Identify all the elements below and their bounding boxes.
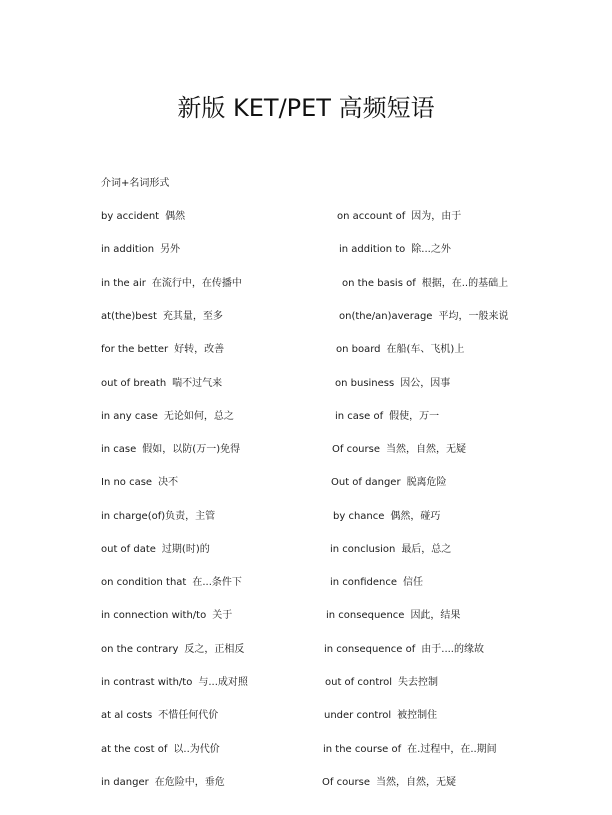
phrase-right-column <box>342 275 508 293</box>
phrase-chinese-meaning: 脱离危险 <box>406 477 447 488</box>
phrase-english: Out of danger <box>331 477 401 488</box>
phrase-english: in conclusion <box>330 544 396 555</box>
phrase-row <box>0 774 612 792</box>
phrase-chinese-meaning: 不惜任何代价 <box>158 710 219 721</box>
phrase-english: on business <box>335 378 395 389</box>
phrase-chinese-meaning: 被控制住 <box>397 710 438 721</box>
phrase-left-column <box>101 341 224 359</box>
phrase-english: at al costs <box>101 710 153 721</box>
phrase-chinese-meaning: 与...成对照 <box>198 677 248 688</box>
phrase-english: on(the/an)average <box>339 311 433 322</box>
phrase-right-column <box>325 674 438 692</box>
phrase-right-column <box>331 474 447 492</box>
phrase-chinese-meaning: 因公，因事 <box>400 378 451 389</box>
phrase-chinese-meaning: 偶然 <box>165 211 186 222</box>
phrase-chinese-meaning: 最后，总之 <box>401 544 452 555</box>
phrase-left-column <box>101 408 234 426</box>
phrase-english: out of breath <box>101 378 167 389</box>
phrase-right-column <box>337 208 461 226</box>
phrase-english: in case of <box>335 411 384 422</box>
phrase-english: by accident <box>101 211 160 222</box>
phrase-right-column <box>335 375 450 393</box>
phrase-english: Of course <box>332 444 380 455</box>
phrase-row <box>0 574 612 592</box>
phrase-english: out of date <box>101 544 156 555</box>
phrase-chinese-meaning: 当然，自然，无疑 <box>376 777 456 788</box>
phrase-english: in confidence <box>330 577 398 588</box>
phrase-chinese-meaning: 信任 <box>403 577 424 588</box>
phrase-row <box>0 275 612 293</box>
phrase-right-column <box>330 541 451 559</box>
phrase-english: in consequence of <box>324 644 416 655</box>
phrase-left-column <box>101 541 210 559</box>
phrase-chinese-meaning: 另外 <box>160 244 181 255</box>
phrase-left-column <box>101 275 242 293</box>
phrase-row <box>0 375 612 393</box>
phrase-left-column <box>101 707 218 725</box>
phrase-right-column <box>335 408 439 426</box>
phrase-english: in addition to <box>339 244 406 255</box>
phrase-english: In no case <box>101 477 153 488</box>
phrase-chinese-meaning: 过期(时)的 <box>161 544 210 555</box>
phrase-chinese-meaning: 在.过程中，在..期间 <box>407 744 497 755</box>
phrase-chinese-meaning: 充其量，至多 <box>162 311 223 322</box>
phrase-english: at(the)best <box>101 311 157 322</box>
phrase-chinese-meaning: 在流行中，在传播中 <box>151 278 242 289</box>
phrase-english: in consequence <box>326 610 405 621</box>
phrase-right-column <box>322 774 456 792</box>
phrase-chinese-meaning: 反之，正相反 <box>184 644 245 655</box>
phrase-english: under control <box>324 710 392 721</box>
phrase-row <box>0 641 612 659</box>
phrase-english: in contrast with/to <box>101 677 193 688</box>
phrase-row <box>0 508 612 526</box>
phrase-row <box>0 607 612 625</box>
phrase-chinese-meaning: 在...条件下 <box>192 577 242 588</box>
phrase-chinese-meaning: 在危险中，垂危 <box>154 777 225 788</box>
phrase-english: in danger <box>101 777 149 788</box>
phrase-right-column <box>339 308 508 326</box>
phrase-chinese-meaning: 由于....的缘故 <box>421 644 484 655</box>
phrase-english: in charge(of)负责，主管 <box>101 511 216 522</box>
phrase-chinese-meaning: 假如，以防(万一)免得 <box>142 444 241 455</box>
phrase-chinese-meaning: 偶然，碰巧 <box>390 511 441 522</box>
phrase-left-column <box>101 607 232 625</box>
phrase-left-column <box>101 241 180 259</box>
phrase-chinese-meaning: 平均，一般来说 <box>438 311 509 322</box>
phrase-row <box>0 474 612 492</box>
phrase-right-column <box>333 508 440 526</box>
phrase-english: out of control <box>325 677 393 688</box>
phrase-english: in any case <box>101 411 158 422</box>
phrase-right-column <box>326 607 460 625</box>
phrase-chinese-meaning: 失去控制 <box>398 677 439 688</box>
phrase-english: in the air <box>101 278 146 289</box>
phrase-chinese-meaning: 无论如何，总之 <box>163 411 234 422</box>
phrase-row <box>0 674 612 692</box>
phrase-english: by chance <box>333 511 385 522</box>
phrase-right-column <box>324 641 484 659</box>
phrase-chinese-meaning: 假使，万一 <box>389 411 440 422</box>
phrase-right-column <box>323 741 497 759</box>
phrase-english: on board <box>336 344 381 355</box>
phrase-row <box>0 341 612 359</box>
phrase-english: for the better <box>101 344 169 355</box>
phrase-english: in connection with/to <box>101 610 207 621</box>
phrase-english: Of course <box>322 777 370 788</box>
phrase-row <box>0 707 612 725</box>
page-title: 新版 KET/PET 高频短语 <box>177 94 435 122</box>
phrase-row <box>0 208 612 226</box>
phrase-left-column <box>101 308 223 326</box>
phrase-english: in the course of <box>323 744 402 755</box>
phrase-row <box>0 441 612 459</box>
phrase-chinese-meaning: 以..为代价 <box>173 744 220 755</box>
section-heading: 介词+名词形式 <box>101 178 170 189</box>
phrase-left-column <box>101 674 248 692</box>
phrase-row <box>0 308 612 326</box>
phrase-english: on the basis of <box>342 278 416 289</box>
phrase-right-column <box>336 341 464 359</box>
phrase-english: on condition that <box>101 577 187 588</box>
phrase-left-column <box>101 574 242 592</box>
phrase-left-column <box>101 774 225 792</box>
phrase-english: at the cost of <box>101 744 168 755</box>
phrase-english: on the contrary <box>101 644 179 655</box>
phrase-chinese-meaning: 除...之外 <box>411 244 451 255</box>
phrase-right-column <box>339 241 451 259</box>
phrase-chinese-meaning: 当然，自然，无疑 <box>386 444 466 455</box>
phrase-row <box>0 741 612 759</box>
phrase-chinese-meaning: 因为，由于 <box>411 211 462 222</box>
phrase-left-column <box>101 375 222 393</box>
phrase-row <box>0 241 612 259</box>
phrase-english: on account of <box>337 211 406 222</box>
phrase-left-column <box>101 641 244 659</box>
phrase-chinese-meaning: 因此，结果 <box>410 610 461 621</box>
phrase-chinese-meaning: 在船(车、飞机)上 <box>386 344 465 355</box>
phrase-chinese-meaning: 决不 <box>158 477 179 488</box>
phrase-right-column <box>332 441 466 459</box>
phrase-chinese-meaning: 根据，在..的基础上 <box>421 278 509 289</box>
phrase-right-column <box>330 574 423 592</box>
phrase-left-column <box>101 508 221 526</box>
phrase-english: in addition <box>101 244 155 255</box>
phrase-left-column <box>101 474 178 492</box>
phrase-left-column <box>101 741 220 759</box>
phrase-english: in case <box>101 444 137 455</box>
phrase-left-column <box>101 208 185 226</box>
phrase-row <box>0 541 612 559</box>
phrase-right-column <box>324 707 437 725</box>
phrase-chinese-meaning: 关于 <box>212 610 233 621</box>
phrase-left-column <box>101 441 240 459</box>
phrase-chinese-meaning: 好转，改善 <box>174 344 225 355</box>
phrase-row <box>0 408 612 426</box>
phrase-chinese-meaning: 喘不过气来 <box>172 378 223 389</box>
